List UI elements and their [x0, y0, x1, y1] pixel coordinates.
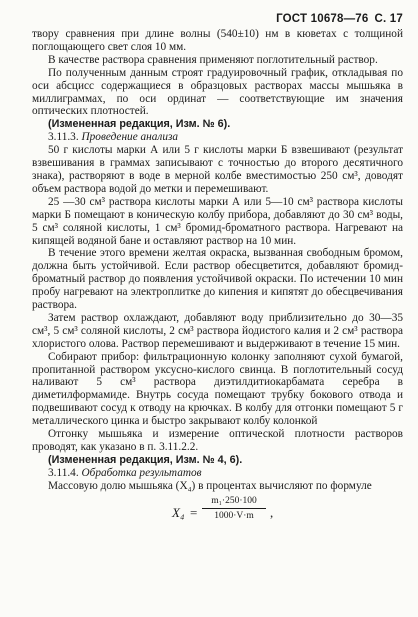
paragraph: В качестве раствора сравнения применяют поглотительный раствор.	[48, 53, 378, 66]
formula-numerator: m₁·250·100	[211, 495, 257, 506]
paragraph: твору сравнения при длине волны (540±10) нм в кюветах с толщиной поглощающего свет слоя 10 мм.	[32, 28, 403, 53]
section-heading	[32, 131, 403, 144]
standard-number: ГОСТ 10678—76	[276, 13, 369, 25]
section-heading	[32, 467, 403, 480]
section-number: 3.11.4.	[48, 466, 79, 479]
page-number: С. 17	[374, 13, 403, 25]
section-title: Проведение анализа	[81, 131, 179, 144]
formula-tail: ,	[270, 504, 274, 520]
paragraph: По полученным данным строят градуировочный график, откладывая по оси абсцисс содержащиеся в образцовых растворах массы мышьяка в миллиграммах, по оси ординат — соответствующие им значения оптических плотностей.	[32, 66, 403, 118]
paragraph: Собирают прибор: фильтрационную колонку заполняют сухой бумагой, пропитанной раствором уксусно-кислого свинца. В поглотительный сосуд наливают 5 см³ раствора диэтилдитиокарбамата серебра в диметилформамиде. Внутрь сосуда помещают трубку бокового отвода и подвешивают сосуд к отводу на крючках. В колбу для отгонки помещают 5 г металлического цинка и быстро закрывают колбу колонкой	[32, 350, 403, 428]
formula-lhs: X₄	[172, 504, 185, 520]
section-number: 3.11.3.	[48, 131, 79, 144]
paragraph: 50 г кислоты марки А или 5 г кислоты марки Б взвешивают (результат взвешивания в граммах записывают с точностью до второго десятичного знака), растворяют в воде в мерной колбе вместимостью 250 см³, доводят объем раствора водой до метки и перемешивают.	[32, 144, 403, 195]
section-title: Обработка результатов	[81, 466, 202, 479]
formula-denominator: 1000·V·m	[214, 510, 254, 521]
paragraph: Массовую долю мышьяка (X₄) в процентах вычисляют по формуле	[48, 479, 372, 492]
paragraph: 25 —30 см³ раствора кислоты марки А или 5—10 см³ раствора кислоты марки Б помещают в коническую колбу прибора, добавляют до 30 см³ воды, 5 см³ соляной кислоты, 1 см³ бромид-броматного раствора. Нагревают на кипящей водяной бане и оставляют раствор на 10 мин.	[32, 195, 403, 247]
paragraph: Отгонку мышьяка и измерение оптической плотности растворов проводят, как указано в п. 3.11.2.2.	[32, 428, 403, 453]
formula-equals: =	[190, 504, 198, 520]
paragraph: В течение этого времени желтая окраска, вызванная свободным бромом, должна быть устойчивой. Если раствор обесцветится, добавляют бромид-броматный раствор до появления устойчивой окраски. По истечении 10 мин пробу нагревают на электроплитке до кипения и кипятят до обесцвечивания раствора.	[32, 247, 403, 312]
paragraph: Затем раствор охлаждают, добавляют воду приблизительно до 30—35 см³, 5 см³ соляной кислоты, 2 см³ раствора йодистого калия и 2 см³ раствора хлористого олова. Раствор перемешивают и выдерживают в течение 15 мин.	[32, 311, 403, 350]
formula-fraction	[202, 495, 266, 522]
fraction-bar	[202, 508, 266, 509]
amendment-note: (Измененная редакция, Изм. № 4, 6).	[48, 453, 243, 466]
amendment-note: (Измененная редакция, Изм. № 6).	[48, 118, 231, 131]
formula	[32, 495, 403, 529]
body-text	[32, 28, 403, 493]
page-header	[32, 12, 403, 26]
